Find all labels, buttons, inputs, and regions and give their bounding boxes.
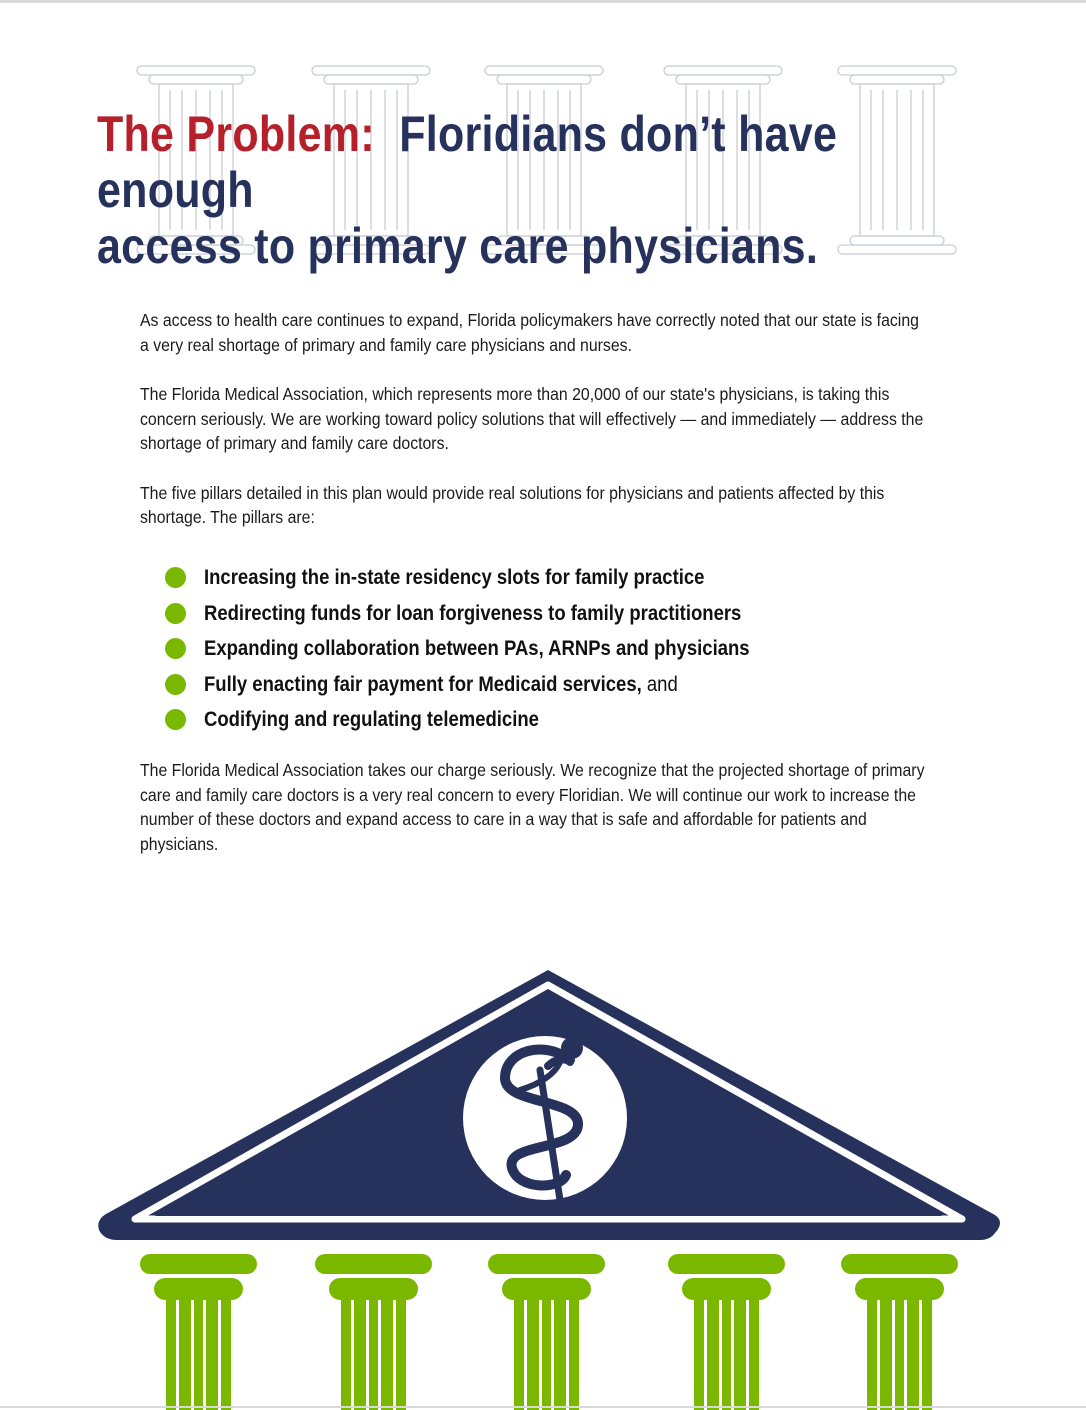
list-item bbox=[165, 633, 945, 669]
list-item bbox=[165, 704, 945, 740]
closing-paragraph: The Florida Medical Association takes our charge seriously. We recognize that the projected shortage of primary care and family care doctors is a very real concern to every Floridian. We will continue our work to increase the number of these doctors and expand access to care in a way that is safe and affordable for patients and physicians. bbox=[140, 760, 925, 854]
green-columns bbox=[140, 1254, 958, 1410]
list-item bbox=[165, 669, 945, 705]
pillar-text: Redirecting funds for loan forgiveness to family practitioners bbox=[204, 600, 742, 625]
bottom-divider bbox=[0, 1406, 1086, 1408]
title-label: The Problem: bbox=[97, 106, 375, 162]
pillar-text: Expanding collaboration between PAs, ARNPs and physicians bbox=[204, 636, 750, 660]
pillar-tail: and bbox=[641, 671, 678, 696]
caduceus-icon bbox=[463, 1036, 627, 1200]
title-line-1: Floridians don’t have enough bbox=[97, 106, 838, 218]
column bbox=[488, 1254, 605, 1410]
green-dot-icon bbox=[165, 638, 186, 659]
green-dot-icon bbox=[165, 603, 186, 624]
intro-paragraph-3: The five pillars detailed in this plan would provide real solutions for physicians and patients affected by this shortage. The pillars are: bbox=[140, 482, 885, 527]
closing-section bbox=[140, 758, 940, 856]
pillar-text: Increasing the in-state residency slots for family practice bbox=[204, 565, 705, 589]
pillar-text: Codifying and regulating telemedicine bbox=[204, 707, 539, 731]
column bbox=[140, 1254, 257, 1410]
pillars-list bbox=[165, 562, 945, 740]
green-dot-icon bbox=[165, 567, 186, 588]
green-dot-icon bbox=[165, 709, 186, 730]
page-title bbox=[97, 106, 923, 274]
column bbox=[315, 1254, 432, 1410]
column bbox=[668, 1254, 785, 1410]
column bbox=[841, 1254, 958, 1410]
pillar-text: Fully enacting fair payment for Medicaid services, bbox=[204, 671, 642, 696]
title-line-2: access to primary care physicians. bbox=[97, 218, 819, 274]
list-item bbox=[165, 598, 945, 634]
list-item bbox=[165, 562, 945, 598]
intro-paragraph-1: As access to health care continues to expand, Florida policymakers have correctly noted that our state is facing a very real shortage of primary and family care physicians and nurses. bbox=[140, 310, 919, 355]
green-dot-icon bbox=[165, 674, 186, 695]
top-divider bbox=[0, 0, 1086, 3]
temple-illustration bbox=[0, 960, 1086, 1410]
intro-paragraph-2: The Florida Medical Association, which represents more than 20,000 of our state's physicians, is taking this concern seriously. We are working toward policy solutions that will effectively — and immediately — address the shortage of primary and family care doctors. bbox=[140, 384, 924, 453]
intro-section bbox=[140, 308, 940, 555]
